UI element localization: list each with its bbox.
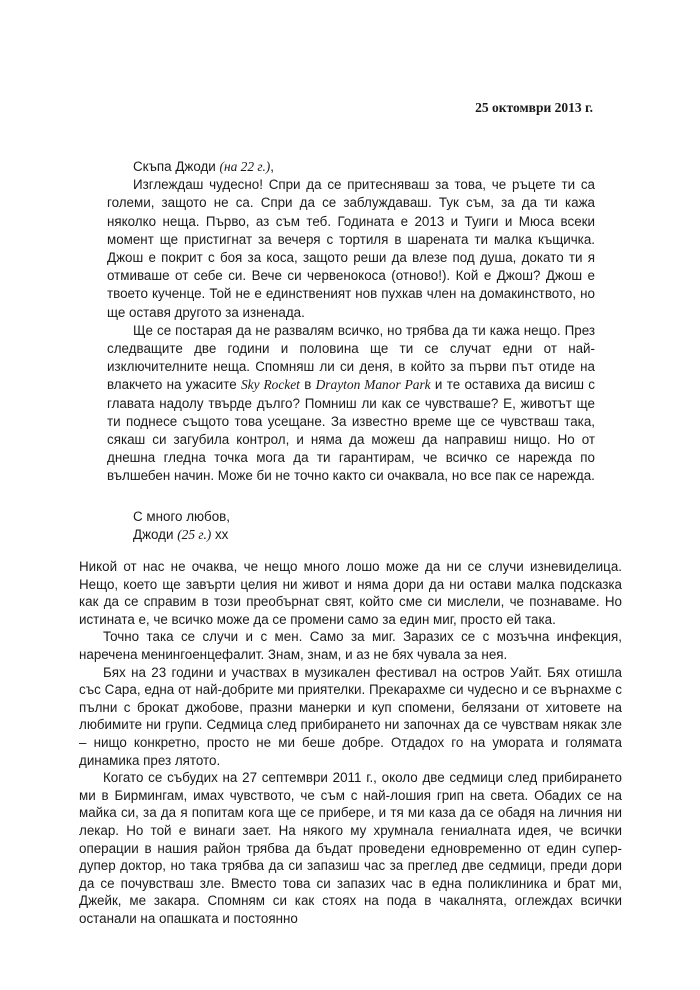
letter-section xyxy=(107,158,595,544)
greeting-text: Скъпа Джоди xyxy=(133,159,220,174)
letter-signature xyxy=(107,526,595,544)
greeting-comma: , xyxy=(270,159,274,174)
signature-name: Джоди xyxy=(133,526,178,542)
letter-closing: С много любов, xyxy=(133,508,231,524)
paragraph-2-text-c: в xyxy=(299,377,316,393)
park-name: Drayton Manor Park xyxy=(315,377,431,393)
body-paragraph-1: Никой от нас не очаква, че нещо много лошо може да ни се случи изневиделица. Нещо, което ще завърти целия ни живот и няма дори да ни остави малка подсказка как да се справим в този преобърнат свят, който сме си мислели, че познаваме. Но истината е, че всичко може да се промени само за един миг, просто ей така. xyxy=(79,559,622,627)
letter-paragraph-2 xyxy=(107,322,595,486)
greeting-age: (на 22 г.) xyxy=(219,159,271,174)
signature-kisses: xx xyxy=(211,526,229,542)
letter-paragraph-1: Изглеждаш чудесно! Спри да се притесняваш за това, че ръцете ти са големи, защото не са. Спри да се заблуждаваш. Тук съм, за да ти кажа няколко неща. Първо, аз съм теб. Годината е 2013 и Туиги и Мюса всеки момент ще пристигнат за вечеря с тортиля в шарената ти малка къщичка. Джош е покрит с боя за коса, защото реши да влезе под душа, докато ти я отмиваше от себе си. Вече си червенокоса (отново!). Кой е Джош? Джош е твоето кученце. Той не е единственият нов пухкав член на домакинството, но ще оставя другото за изненада. xyxy=(107,177,595,320)
letter-greeting xyxy=(107,158,595,176)
paragraph-2-text-a: Ще се постарая да не развалям всичко, но трябва да ти кажа нещо. През следващите две години и половина ще ти се случат едни от най-изключителните неща. Спомняш ли си деня, в който за първи път отиде на влакчето на ужасите xyxy=(107,322,595,393)
letter-date: 25 октомври 2013 г. xyxy=(475,100,593,115)
ride-name: Sky Rocket xyxy=(240,377,300,393)
body-paragraph-4: Когато се събудих на 27 септември 2011 г., около две седмици след прибирането ми в Бирмингам, имах чувството, че съм с най-лошия грип на света. Обадих се на майка си, за да я попитам кога ще се прибере, и тя ми каза да се обадя на личния ни лекар. Но той е винаги зает. На някого му хрумнала гениалната идея, че всички операции в нашия район трябва да бъдат проведени едновременно от един супер-дупер доктор, но така трябва да си запазиш час за преглед две седмици, преди дори да се почувстваш зле. Вместо това си запазих час в една поликлиника и брат ми, Джейк, ме закара. Спомням си как стоях на пода в чакалнята, оглеждах всички останали на опашката и постоянно xyxy=(79,770,622,926)
signature-age: (25 г.) xyxy=(177,526,212,542)
chapter-body xyxy=(79,558,622,927)
letter-sign-off xyxy=(107,508,595,544)
body-paragraph-2: Точно така се случи и с мен. Само за миг. Заразих се с мозъчна инфекция, наречена менингоенцефалит. Знам, знам, и аз не бях чувала за нея. xyxy=(79,629,622,662)
paragraph-2-text-e: и те оставиха да висиш с главата надолу твърде дълго? Помниш ли как се чувстваше? Е, животът ще ти поднесе същото това усещане. За известно време ще се чувстваш така, сякаш си загубила контрол, и няма да можеш да направиш нищо. Но от днешна гледна точка мога да ти гарантирам, че всичко се нарежда по вълшебен начин. Може би не точно както си очаквала, но все пак се нарежда. xyxy=(107,377,595,484)
body-paragraph-3: Бях на 23 години и участвах в музикален фестивал на остров Уайт. Бях отишла със Сара, една от най-добрите ми приятелки. Прекарахме си чудесно и се върнахме с пълни с брокат джобове, празни манерки и куп спомени, белязани от хитовете на любимите ни групи. Седмица след прибирането ни започнах да се чувствам някак зле – нищо конкретно, просто не ми беше добре. Отдадох го на умората и голямата динамика през лятото. xyxy=(79,664,622,768)
